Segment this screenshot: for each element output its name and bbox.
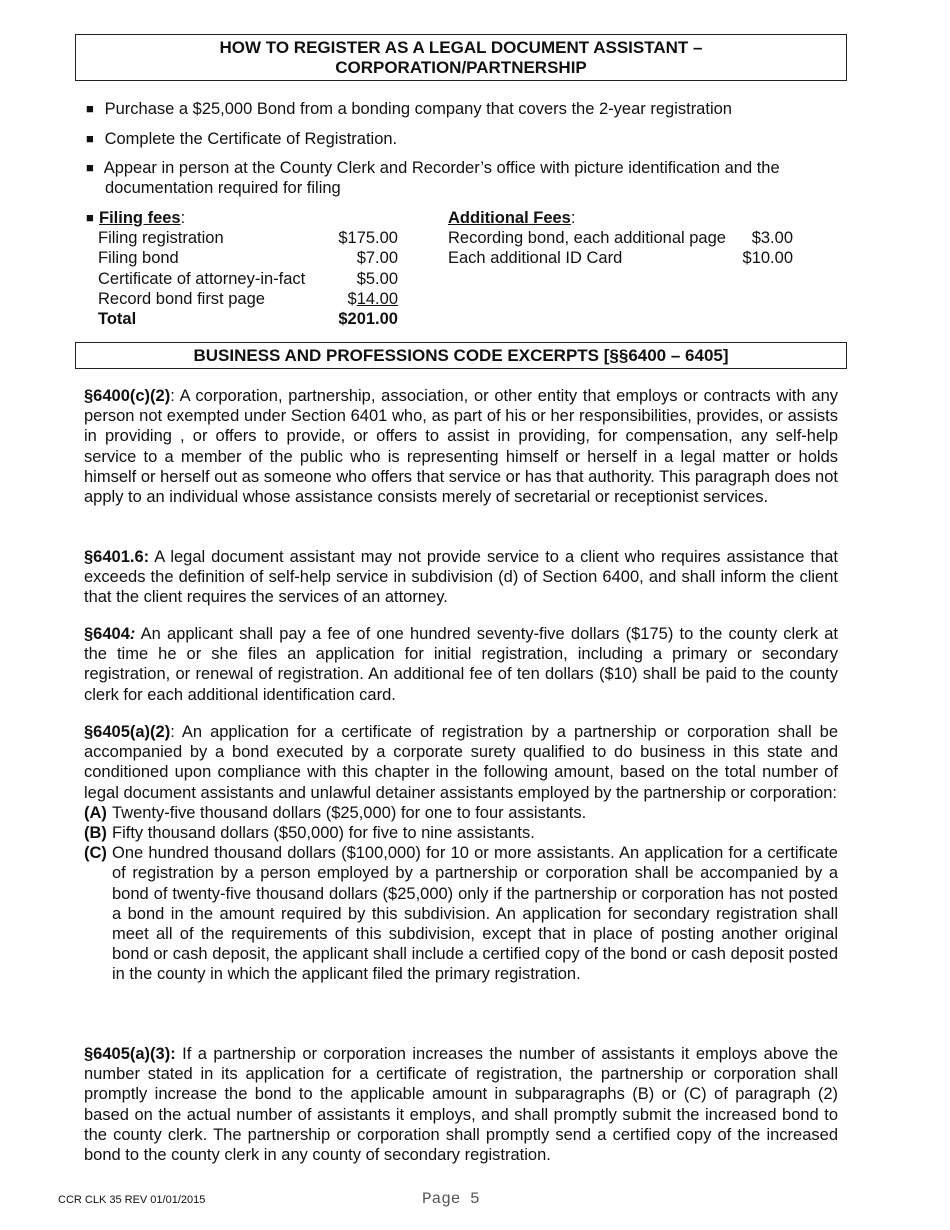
form-id: CCR CLK 35 REV 01/01/2015: [58, 1194, 206, 1206]
excerpt-text: If a partnership or corporation increases the number of assistants it employs above the number stated in its application for a certificate of registration, the partnership or corporation shall promptly increase the bond to the applicable amount in subparagraphs (B) or (C) of paragraph (2) based on the actual number of assistants it employs, and shall promptly submit the increased bond to the county clerk. The partnership or corporation shall promptly send a certified copy of the increased bond to the county clerk in any county of secondary registration.: [84, 1045, 838, 1165]
step-certificate: [86, 129, 826, 149]
section-title: BUSINESS AND PROFESSIONS CODE EXCERPTS [§§6400 – 6405]: [75, 342, 847, 369]
fee-amount: $3.00: [751, 229, 793, 248]
fee-label: Recording bond, each additional page: [448, 229, 726, 248]
fee-currency: $: [347, 289, 357, 308]
step-text: Purchase a $25,000 Bond from a bonding company that covers the 2-year registration: [104, 100, 732, 118]
bullet-square-icon: ■: [86, 210, 94, 225]
item-tag: (A): [84, 803, 107, 822]
fee-row: [86, 248, 406, 268]
filing-fees-heading: Filing fees: [99, 209, 181, 227]
section-ref-suffix: :: [129, 625, 136, 643]
fee-row: [448, 228, 808, 248]
fee-row: [86, 289, 406, 309]
bullet-square-icon: ■: [86, 160, 94, 175]
section-ref: §6401.6:: [84, 548, 150, 566]
fee-label: Filing bond: [98, 249, 179, 268]
excerpt-text: An applicant shall pay a fee of one hundred seventy-five dollars ($175) to the county clerk at the time he or she files an application for initial registration, including a primary or secondary registration, or renewal of registration. An additional fee of ten dollars ($10) shall be paid to the county clerk for each additional identification card.: [84, 625, 838, 704]
section-ref: §6405(a)(3):: [84, 1045, 176, 1063]
item-text: Twenty-five thousand dollars ($25,000) for one to four assistants.: [112, 803, 587, 822]
excerpt-6400c2: [84, 386, 838, 507]
fee-label: Record bond first page: [98, 289, 265, 308]
step-text: Appear in person at the County Clerk and Recorder’s office with picture identification and the: [103, 159, 780, 177]
fee-row: [448, 248, 808, 268]
filing-fees-header: ■ Filing fees:: [86, 209, 186, 227]
page-number: Page 5: [422, 1190, 480, 1208]
bullet-square-icon: ■: [86, 131, 94, 146]
excerpt-item: [84, 803, 838, 823]
fee-amount-underlined: 14.00: [356, 289, 398, 308]
fee-amount: $10.00: [742, 249, 793, 268]
item-tag: (C): [84, 844, 107, 863]
fee-amount: $5.00: [356, 269, 398, 288]
additional-fees-table: [448, 208, 808, 269]
fee-label: Each additional ID Card: [448, 249, 623, 268]
excerpt-text: : An application for a certificate of registration by a partnership or corporation shall be accompanied by a bond executed by a corporate surety qualified to do business in this state and conditioned upon compliance with this chapter in the following amount, based on the total number of legal document assistants and unlawful detainer assistants employed by the partnership or corporation:: [84, 723, 838, 802]
excerpt-6404: [84, 624, 838, 705]
fee-row: [86, 269, 406, 289]
fee-total-row: [86, 309, 406, 329]
title-line-1: HOW TO REGISTER AS A LEGAL DOCUMENT ASSISTANT –: [219, 38, 703, 57]
item-tag: (B): [84, 824, 107, 843]
fee-label: Certificate of attorney-in-fact: [98, 269, 306, 288]
step-text: Complete the Certificate of Registration.: [104, 130, 398, 148]
bullet-square-icon: ■: [86, 101, 94, 116]
excerpt-item: [84, 823, 838, 843]
section-ref: §6405(a)(2): [84, 723, 171, 741]
item-text: One hundred thousand dollars ($100,000) for 10 or more assistants. An application for a certificate of registration by a person employed by a partnership or corporation shall be accompanied by a bond of twenty-five thousand dollars ($25,000) only if the partnership or corporation has not posted a bond in the amount required by this subdivision. An application for secondary registration shall meet all of the requirements of this subdivision, except that in place of posting another original bond or cash deposit, the applicant shall include a certified copy of the bond or cash deposit posted in the county in which the applicant filed the primary registration.: [112, 844, 838, 984]
excerpt-6405a2: [84, 722, 838, 985]
excerpt-6401-6: [84, 547, 838, 608]
excerpt-text: : A corporation, partnership, association, or other entity that employs or contracts with any person not exempted under Section 6401 who, as part of his or her responsibilities, provides, or assists in providing , or offers to provide, or offers to assist in providing, for compensation, any self-help service to a member of the public who is representing himself or herself in a legal matter or holds himself or herself out as someone who offers that service or has that authority. This paragraph does not apply to an individual whose assistance consists merely of secretarial or receptionist services.: [84, 387, 838, 507]
fee-row: [86, 228, 406, 248]
fee-total-label: Total: [98, 309, 137, 328]
step-text-continued: documentation required for filing: [105, 179, 341, 197]
step-appear: [86, 158, 826, 198]
section-ref: §6404: [84, 625, 130, 643]
title-line-2: CORPORATION/PARTNERSHIP: [335, 58, 587, 77]
additional-fees-header: Additional Fees:: [448, 209, 576, 227]
excerpt-intro: [84, 722, 838, 803]
fee-amount: $7.00: [356, 249, 398, 268]
excerpt-6405a3: [84, 1044, 838, 1165]
additional-fees-heading: Additional Fees: [448, 209, 571, 227]
filing-fees-table: [86, 208, 406, 329]
item-text: Fifty thousand dollars ($50,000) for five to nine assistants.: [112, 824, 535, 843]
page-title: [75, 34, 847, 81]
fee-total-amount: $201.00: [338, 309, 398, 328]
fee-amount: [348, 289, 398, 309]
excerpt-text: A legal document assistant may not provide service to a client who requires assistance that exceeds the definition of self-help service in subdivision (d) of Section 6400, and shall inform the client that the client requires the services of an attorney.: [84, 548, 838, 607]
step-bond: [86, 99, 826, 119]
section-ref: §6400(c)(2): [84, 387, 171, 405]
fee-label: Filing registration: [98, 229, 224, 248]
fee-amount: $175.00: [338, 229, 398, 248]
excerpt-item: [84, 843, 838, 984]
